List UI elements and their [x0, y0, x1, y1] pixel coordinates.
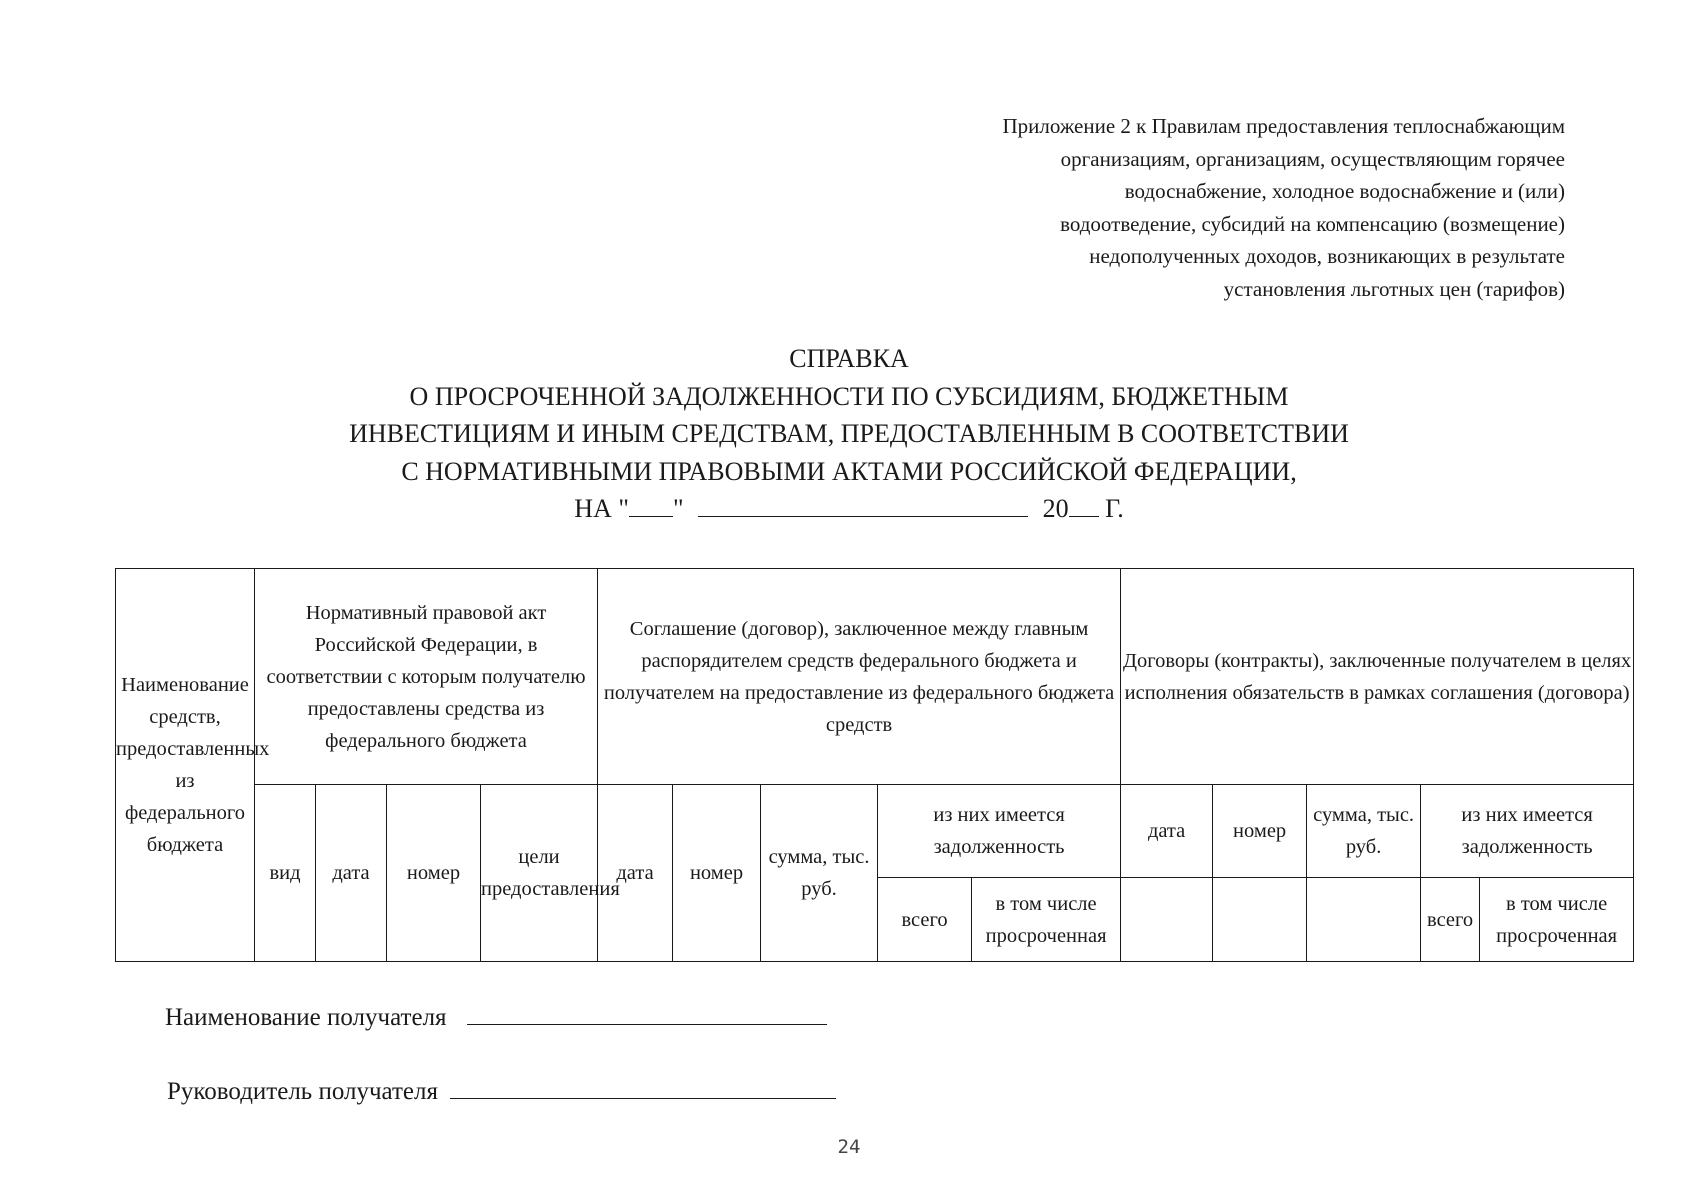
debt-report-table: [115, 568, 1634, 962]
document-title: [0, 340, 1698, 528]
recipient-name-blank[interactable]: [467, 1000, 827, 1025]
year-prefix: 20: [1042, 494, 1069, 523]
col-header-agreement-debt: из них имеется задолженность: [878, 785, 1121, 878]
col-header-act-date: дата: [316, 785, 387, 962]
appendix-line: водоснабжение, холодное водоснабжение и (или): [1124, 179, 1565, 203]
col-header-act-number: номер: [387, 785, 481, 962]
appendix-line: организациям, организациям, осуществляющим горячее: [1060, 146, 1565, 171]
recipient-name-line: [165, 1000, 827, 1032]
col-header-act-purpose: цели предоставления: [481, 785, 598, 962]
cell-contract-date[interactable]: [1121, 878, 1213, 962]
cell-contract-number[interactable]: [1213, 878, 1307, 962]
title-line: С НОРМАТИВНЫМИ ПРАВОВЫМИ АКТАМИ РОССИЙСКОЙ ФЕДЕРАЦИИ,: [401, 456, 1297, 486]
recipient-head-blank[interactable]: [450, 1074, 836, 1099]
group-header-agreement: Соглашение (договор), заключенное между главным распорядителем средств федерального бюджета и получателем на предоставление из федерального бюджета средств: [598, 569, 1121, 785]
col-header-agreement-debt-total: всего: [878, 878, 972, 962]
appendix-note: [865, 110, 1565, 305]
cell-contract-sum[interactable]: [1307, 878, 1421, 962]
date-suffix: Г.: [1105, 494, 1124, 523]
report-date-line: [0, 490, 1698, 528]
group-header-legal-act: Нормативный правовой акт Российской Федерации, в соответствии с которым получателю предоставлены средства из федерального бюджета: [255, 569, 598, 785]
col-header-agreement-date: дата: [598, 785, 673, 962]
col-header-agreement-number: номер: [673, 785, 761, 962]
col-header-fund-name: Наименование средств, предоставленных из федерального бюджета: [116, 569, 255, 962]
appendix-line: установления льготных цен (тарифов): [1223, 276, 1565, 301]
col-header-agreement-debt-overdue: в том числе просроченная: [972, 878, 1121, 962]
title-line: ИНВЕСТИЦИЯМ И ИНЫМ СРЕДСТВАМ, ПРЕДОСТАВЛЕННЫМ В СООТВЕТСТВИИ: [349, 419, 1349, 448]
col-header-contract-sum: сумма, тыс. руб.: [1307, 785, 1421, 878]
date-quote-close: ": [672, 494, 684, 523]
recipient-name-label: Наименование получателя: [165, 1004, 447, 1031]
recipient-head-line: [167, 1074, 836, 1106]
title-line: О ПРОСРОЧЕННОЙ ЗАДОЛЖЕННОСТИ ПО СУБСИДИЯМ, БЮДЖЕТНЫМ: [409, 381, 1289, 411]
col-header-act-type: вид: [255, 785, 316, 962]
date-prefix: НА ": [574, 494, 629, 523]
col-header-contract-number: номер: [1213, 785, 1307, 878]
title-line: СПРАВКА: [789, 344, 909, 373]
group-header-contracts: Договоры (контракты), заключенные получателем в целях исполнения обязательств в рамках соглашения (договора): [1121, 569, 1634, 785]
appendix-line: водоотведение, субсидий на компенсацию (возмещение): [1060, 211, 1565, 236]
col-header-agreement-sum: сумма, тыс. руб.: [761, 785, 878, 962]
col-header-contract-debt-total: всего: [1421, 878, 1480, 962]
year-blank[interactable]: [1069, 494, 1099, 517]
recipient-head-label: Руководитель получателя: [167, 1078, 438, 1105]
col-header-contract-debt: из них имеется задолженность: [1421, 785, 1634, 878]
day-blank[interactable]: [629, 494, 673, 517]
month-blank[interactable]: [698, 494, 1028, 517]
page-number: 24: [837, 1136, 861, 1158]
col-header-contract-date: дата: [1121, 785, 1213, 878]
appendix-line: Приложение 2 к Правилам предоставления теплоснабжающим: [1002, 114, 1565, 138]
appendix-line: недополученных доходов, возникающих в результате: [1089, 244, 1565, 268]
col-header-contract-debt-overdue: в том числе просроченная: [1480, 878, 1634, 962]
